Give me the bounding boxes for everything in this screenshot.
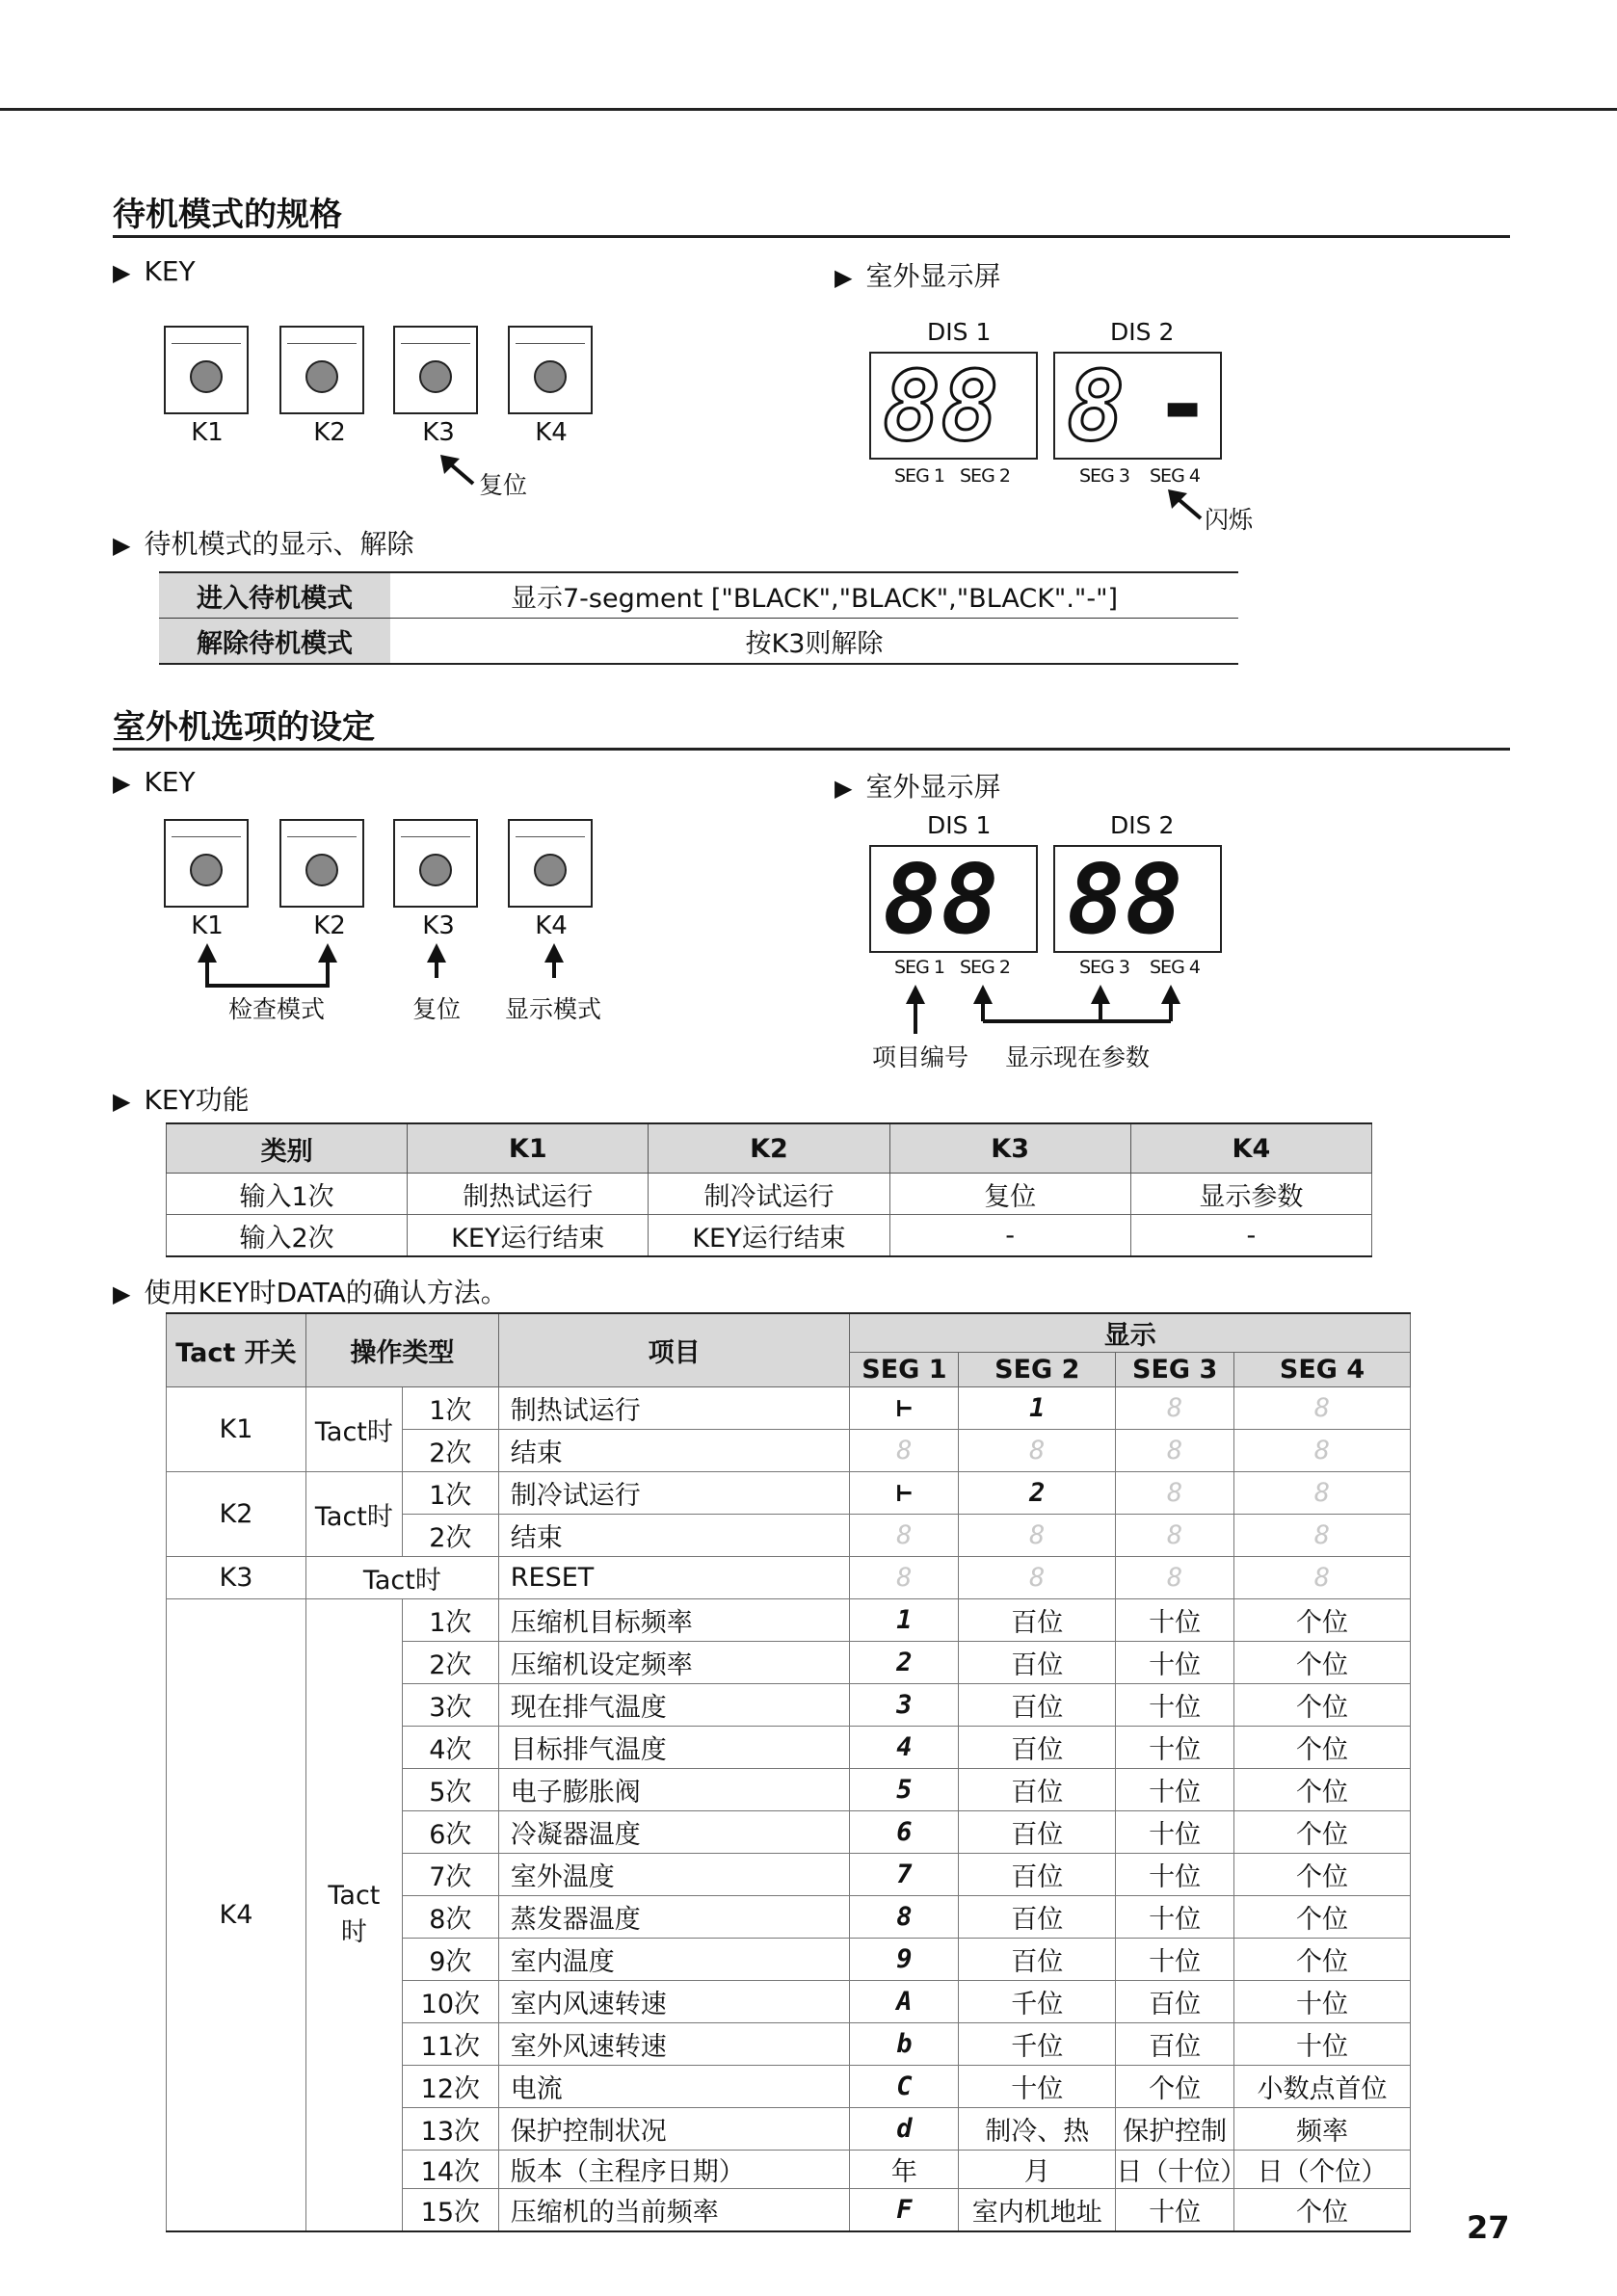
count-cell: 2次: [402, 1430, 498, 1472]
table-header: 操作类型: [305, 1313, 498, 1387]
seg-cell: 8: [959, 1515, 1116, 1557]
seg-cell: 十位: [1234, 2023, 1411, 2066]
seg-cell: 个位: [1234, 1599, 1411, 1642]
seg-arrows: [887, 981, 1195, 1039]
table-cell: KEY运行结束: [649, 1215, 889, 1257]
section-rule: [113, 235, 1510, 238]
item-cell: 结束: [498, 1430, 850, 1472]
seg-label: SEG 4: [1150, 465, 1200, 487]
table-cell: 输入1次: [167, 1174, 408, 1215]
key-function-table: [166, 1122, 1372, 1257]
table-header: 类别: [167, 1123, 408, 1174]
display-dis2: [1053, 843, 1222, 956]
seg-cell: 小数点首位: [1234, 2066, 1411, 2108]
table-cell: 按K3则解除: [390, 619, 1238, 665]
seg-cell: 百位: [1116, 2023, 1234, 2066]
seg-cell: 8: [1234, 1557, 1411, 1599]
display-dis2: [1053, 348, 1222, 462]
table-head-cell: 进入待机模式: [159, 572, 390, 619]
button-dot-icon: [305, 360, 338, 393]
seg-cell: 8: [1116, 1430, 1234, 1472]
seg-cell: 千位: [959, 1981, 1116, 2023]
seg-cell: 个位: [1116, 2066, 1234, 2108]
item-cell: 保护控制状况: [498, 2108, 850, 2151]
seg-cell: 个位: [1234, 1939, 1411, 1981]
data-check-heading: ▶ 使用KEY时DATA的确认方法。: [113, 1272, 508, 1310]
seg-cell: 十位: [1116, 1896, 1234, 1939]
seg-cell: 8: [850, 1896, 959, 1939]
seven-segment-digits: 88: [883, 350, 999, 462]
seg-cell: 千位: [959, 2023, 1116, 2066]
table-cell: -: [889, 1215, 1130, 1257]
key-label: K2: [313, 418, 346, 447]
table-header: SEG 1: [850, 1353, 959, 1387]
k3-note: 复位: [412, 995, 462, 1023]
table-row: [159, 619, 1238, 665]
count-cell: 2次: [402, 1515, 498, 1557]
seg-cell: 3: [850, 1684, 959, 1727]
table-cell: 复位: [889, 1174, 1130, 1215]
seg-cell: 日（十位）: [1116, 2151, 1234, 2189]
count-cell: 14次: [402, 2151, 498, 2189]
seg-cell: 9: [850, 1939, 959, 1981]
tact-key-cell: K1: [167, 1387, 306, 1472]
count-cell: 7次: [402, 1854, 498, 1896]
seg-cell: 8: [850, 1430, 959, 1472]
seg-cell: 8: [959, 1557, 1116, 1599]
k3-note: 复位: [479, 471, 528, 499]
seg-cell: 8: [850, 1515, 959, 1557]
table-header: K1: [408, 1123, 649, 1174]
seg-cell: 十位: [1116, 1811, 1234, 1854]
count-cell: 5次: [402, 1769, 498, 1811]
seg-cell: 个位: [1234, 2189, 1411, 2231]
count-cell: 13次: [402, 2108, 498, 2151]
seg-cell: 十位: [1116, 1684, 1234, 1727]
item-cell: 蒸发器温度: [498, 1896, 850, 1939]
table-header: SEG 3: [1116, 1353, 1234, 1387]
k4-rows: [167, 1599, 1411, 2231]
key-k2[interactable]: [279, 326, 364, 414]
seg-cell: 百位: [959, 1769, 1116, 1811]
seg-cell: 百位: [959, 1599, 1116, 1642]
top-rule: [0, 108, 1617, 111]
count-cell: 10次: [402, 1981, 498, 2023]
seg-cell: 8: [959, 1430, 1116, 1472]
dis1-label: DIS 1: [927, 318, 992, 346]
display-dis1: [869, 843, 1038, 956]
key-label: K4: [535, 418, 568, 447]
button-dot-icon: [534, 360, 567, 393]
item-cell: 现在排气温度: [498, 1684, 850, 1727]
table-cell: 输入2次: [167, 1215, 408, 1257]
seven-segment-digit: 8: [1067, 350, 1126, 462]
table-cell: 显示7-segment ["BLACK","BLACK","BLACK"."-"]: [510, 583, 1119, 614]
item-cell: 室外温度: [498, 1854, 850, 1896]
table-header: K4: [1130, 1123, 1371, 1174]
seg-cell: 个位: [1234, 1896, 1411, 1939]
dis1-label: DIS 1: [927, 811, 992, 839]
section-rule: [113, 748, 1510, 751]
standby-mode-heading: ▶ 待机模式的显示、解除: [113, 523, 413, 562]
seg-cell: 百位: [1116, 1981, 1234, 2023]
op-type-cell: Tact时: [305, 1557, 498, 1599]
button-dot-icon: [419, 854, 452, 886]
table-row: [167, 1387, 1411, 1430]
count-cell: 1次: [402, 1387, 498, 1430]
check-mode-note: 检查模式: [228, 995, 326, 1023]
count-cell: 1次: [402, 1472, 498, 1515]
table-cell: 制热试运行: [408, 1174, 649, 1215]
table-row: [159, 572, 1238, 619]
seg-cell: 6: [850, 1811, 959, 1854]
key-k3[interactable]: [393, 819, 478, 908]
op-type-cell: Tact 时: [305, 1599, 402, 2231]
seg-cell: 百位: [959, 1642, 1116, 1684]
seg-cell: 个位: [1234, 1642, 1411, 1684]
seg-label: SEG 4: [1150, 957, 1200, 978]
table-row: [167, 1472, 1411, 1515]
seven-segment-digits: 88: [1067, 843, 1183, 956]
table-row: [167, 1215, 1372, 1257]
key-heading: ▶ KEY: [113, 255, 196, 287]
seg-cell: 保护控制: [1116, 2108, 1234, 2151]
item-cell: 制热试运行: [498, 1387, 850, 1430]
table-cell: 显示参数: [1130, 1174, 1371, 1215]
seg-label: SEG 1: [894, 957, 944, 978]
seg-label: SEG 2: [960, 957, 1010, 978]
count-cell: 11次: [402, 2023, 498, 2066]
tact-key-cell: K2: [167, 1472, 306, 1557]
key-k3[interactable]: [393, 326, 478, 414]
seg-label: SEG 2: [960, 465, 1010, 487]
seg-cell: 8: [1116, 1515, 1234, 1557]
seg-cell: 8: [1116, 1387, 1234, 1430]
key-label: K3: [422, 911, 455, 940]
table-header-row: [167, 1313, 1411, 1353]
table-row: [167, 1557, 1411, 1599]
item-cell: 结束: [498, 1515, 850, 1557]
item-cell: 目标排气温度: [498, 1727, 850, 1769]
seg-cell: 8: [1234, 1387, 1411, 1430]
op-type-cell: Tact时: [305, 1387, 402, 1472]
seg-label: SEG 1: [894, 465, 944, 487]
seg-cell: 年: [850, 2151, 959, 2189]
seg-cell: 百位: [959, 1896, 1116, 1939]
seg-cell: 月: [959, 2151, 1116, 2189]
standby-mode-table: [159, 571, 1238, 665]
seg-cell: 2: [850, 1642, 959, 1684]
section-title-standby: 待机模式的规格: [113, 196, 342, 234]
seg-cell: 百位: [959, 1854, 1116, 1896]
display-dis1: [869, 352, 1038, 460]
key-arrows: [183, 939, 588, 997]
button-dot-icon: [419, 360, 452, 393]
seg-cell: ⊢: [850, 1387, 959, 1430]
tact-key-cell: K3: [167, 1557, 306, 1599]
seg-cell: 8: [850, 1557, 959, 1599]
seg1-note: 项目编号: [872, 1043, 969, 1071]
item-cell: RESET: [498, 1557, 850, 1599]
seg-cell: 个位: [1234, 1811, 1411, 1854]
seg-cell: 十位: [1116, 1854, 1234, 1896]
count-cell: 15次: [402, 2189, 498, 2231]
key-k1[interactable]: [164, 326, 249, 414]
seg-cell: 百位: [959, 1727, 1116, 1769]
item-cell: 室内温度: [498, 1939, 850, 1981]
table-header: Tact 开关: [167, 1313, 306, 1387]
item-cell: 压缩机设定频率: [498, 1642, 850, 1684]
key-k1[interactable]: [164, 819, 249, 908]
seven-segment-digits: 88: [883, 843, 999, 956]
seg-label: SEG 3: [1079, 465, 1129, 487]
seg-cell: 百位: [959, 1939, 1116, 1981]
table-header: 显示: [850, 1313, 1411, 1353]
display-heading: ▶ 室外显示屏: [835, 255, 1000, 294]
seg-cell: 个位: [1234, 1684, 1411, 1727]
table-row: [167, 1174, 1372, 1215]
item-cell: 压缩机目标频率: [498, 1599, 850, 1642]
seg-cell: 5: [850, 1769, 959, 1811]
key-label: K2: [313, 911, 346, 940]
seg-cell: C: [850, 2066, 959, 2108]
seg-cell: 频率: [1234, 2108, 1411, 2151]
table-header: 项目: [498, 1313, 850, 1387]
table-header-row: [167, 1123, 1372, 1174]
seg-cell: F: [850, 2189, 959, 2231]
seg-cell: 个位: [1234, 1854, 1411, 1896]
display-heading: ▶ 室外显示屏: [835, 766, 1000, 805]
seg-cell: 十位: [1116, 2189, 1234, 2231]
dis2-label: DIS 2: [1110, 318, 1175, 346]
item-cell: 版本（主程序日期）: [498, 2151, 850, 2189]
seg-cell: 百位: [959, 1684, 1116, 1727]
seg4-note: 闪烁: [1205, 506, 1254, 534]
item-cell: 压缩机的当前频率: [498, 2189, 850, 2231]
seg-cell: 制冷、热: [959, 2108, 1116, 2151]
table-header: K3: [889, 1123, 1130, 1174]
button-dot-icon: [305, 854, 338, 886]
seg-cell: 8: [1234, 1515, 1411, 1557]
op-type-cell: Tact时: [305, 1472, 402, 1557]
page-number: 27: [1467, 2209, 1510, 2246]
seg-cell: 8: [1234, 1430, 1411, 1472]
table-header: K2: [649, 1123, 889, 1174]
seg-cell: 十位: [1116, 1642, 1234, 1684]
count-cell: 12次: [402, 2066, 498, 2108]
seg-cell: 室内机地址: [959, 2189, 1116, 2231]
seg-cell: 十位: [1116, 1939, 1234, 1981]
key-label: K4: [535, 911, 568, 940]
key-k2[interactable]: [279, 819, 364, 908]
blinking-dash: -: [1153, 348, 1212, 461]
seg-cell: 8: [1116, 1472, 1234, 1515]
key-k4[interactable]: [508, 326, 593, 414]
key-label: K3: [422, 418, 455, 447]
seg-cell: d: [850, 2108, 959, 2151]
count-cell: 6次: [402, 1811, 498, 1854]
seg-cell: 8: [1116, 1557, 1234, 1599]
item-cell: 电子膨胀阀: [498, 1769, 850, 1811]
count-cell: 4次: [402, 1727, 498, 1769]
key-label: K1: [191, 418, 224, 447]
count-cell: 9次: [402, 1939, 498, 1981]
item-cell: 室外风速转速: [498, 2023, 850, 2066]
dis2-label: DIS 2: [1110, 811, 1175, 839]
seg-cell: 4: [850, 1727, 959, 1769]
key-k4[interactable]: [508, 819, 593, 908]
table-cell: 制冷试运行: [649, 1174, 889, 1215]
count-cell: 2次: [402, 1642, 498, 1684]
seg234-note: 显示现在参数: [1005, 1043, 1151, 1071]
section-title-options: 室外机选项的设定: [113, 708, 375, 747]
seg-cell: 十位: [959, 2066, 1116, 2108]
seg-cell: ⊢: [850, 1472, 959, 1515]
seg-cell: 十位: [1116, 1599, 1234, 1642]
button-dot-icon: [534, 854, 567, 886]
data-check-table: [166, 1312, 1411, 2232]
item-cell: 电流: [498, 2066, 850, 2108]
seg-cell: 个位: [1234, 1727, 1411, 1769]
seg-cell: 十位: [1116, 1727, 1234, 1769]
k4-note: 显示模式: [505, 995, 602, 1023]
seg-cell: 百位: [959, 1811, 1116, 1854]
seg-cell: A: [850, 1981, 959, 2023]
seg-cell: 个位: [1234, 1769, 1411, 1811]
seg-cell: 十位: [1116, 1769, 1234, 1811]
table-header: SEG 2: [959, 1353, 1116, 1387]
table-cell: -: [1130, 1215, 1371, 1257]
seg-cell: 2: [959, 1472, 1116, 1515]
table-row: [167, 1599, 1411, 1642]
key-function-heading: ▶ KEY功能: [113, 1079, 250, 1118]
table-header: SEG 4: [1234, 1353, 1411, 1387]
seg-cell: 8: [1234, 1472, 1411, 1515]
tact-key-cell: K4: [167, 1599, 306, 2231]
count-cell: 8次: [402, 1896, 498, 1939]
seg-cell: b: [850, 2023, 959, 2066]
count-cell: 1次: [402, 1599, 498, 1642]
button-dot-icon: [190, 360, 223, 393]
seg-label: SEG 3: [1079, 957, 1129, 978]
key-label: K1: [191, 911, 224, 940]
seg-cell: 7: [850, 1854, 959, 1896]
item-cell: 制冷试运行: [498, 1472, 850, 1515]
item-cell: 冷凝器温度: [498, 1811, 850, 1854]
seg-cell: 十位: [1234, 1981, 1411, 2023]
button-dot-icon: [190, 854, 223, 886]
seg-cell: 1: [850, 1599, 959, 1642]
seg-cell: 1: [959, 1387, 1116, 1430]
table-head-cell: 解除待机模式: [159, 619, 390, 665]
item-cell: 室内风速转速: [498, 1981, 850, 2023]
seg-cell: 日（个位）: [1234, 2151, 1411, 2189]
key-heading: ▶ KEY: [113, 766, 196, 798]
count-cell: 3次: [402, 1684, 498, 1727]
table-cell: KEY运行结束: [408, 1215, 649, 1257]
